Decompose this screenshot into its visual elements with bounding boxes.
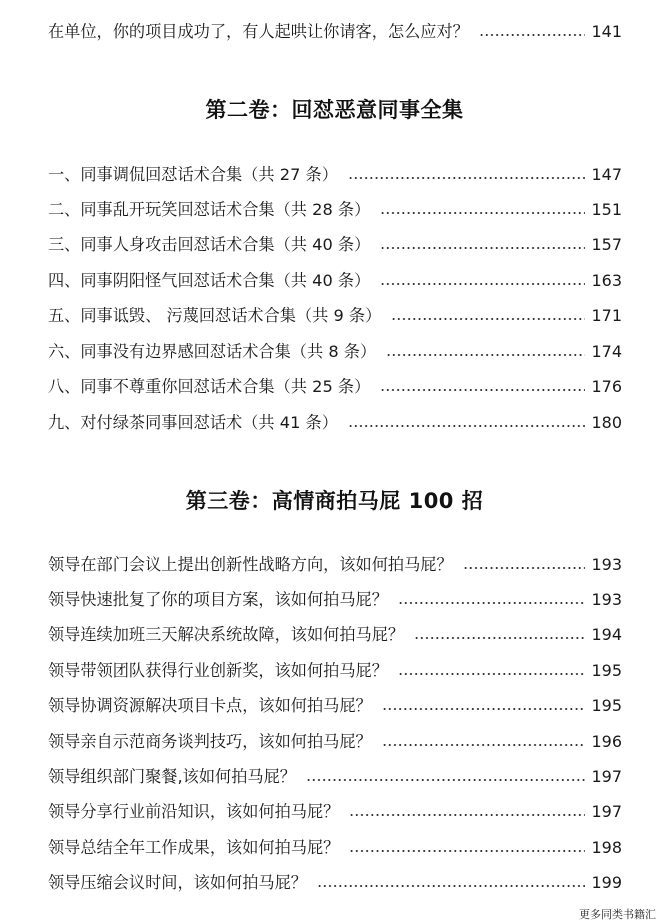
- toc-entry-title: 四、同事阴阳怪气回怼话术合集（共 40 条）: [48, 271, 371, 290]
- toc-entry[interactable]: [48, 232, 622, 258]
- toc-entry-page: 147: [591, 165, 622, 184]
- toc-entry-page: 180: [591, 413, 622, 432]
- toc-entry[interactable]: [48, 835, 622, 861]
- dot-leader: [380, 212, 585, 214]
- toc-entry-page: 151: [591, 200, 622, 219]
- dot-leader: [306, 779, 585, 781]
- toc-entry-title: 在单位，你的项目成功了，有人起哄让你请客，怎么应对？: [48, 22, 469, 41]
- dot-leader: [349, 814, 585, 816]
- toc-entry[interactable]: [48, 339, 622, 365]
- toc-entry-title: 二、同事乱开玩笑回怼话术合集（共 28 条）: [48, 200, 371, 219]
- toc-entry[interactable]: [48, 303, 622, 329]
- dot-leader: [479, 34, 586, 36]
- dot-leader: [348, 177, 586, 179]
- toc-entry[interactable]: [48, 552, 622, 578]
- dot-leader: [398, 602, 586, 604]
- toc-entry-page: 171: [591, 306, 622, 325]
- section-heading-volume2: 第二卷：回怼恶意同事全集: [205, 98, 464, 122]
- toc-entry[interactable]: [48, 19, 622, 45]
- toc-entry-title: 领导快速批复了你的项目方案，该如何拍马屁？: [48, 590, 388, 609]
- toc-entry-page: 195: [591, 696, 622, 715]
- dot-leader: [317, 885, 585, 887]
- dot-leader: [349, 850, 585, 852]
- dot-leader: [398, 673, 586, 675]
- dot-leader: [391, 318, 585, 320]
- dot-leader: [348, 425, 586, 427]
- toc-entry-title: 一、同事调侃回怼话术合集（共 27 条）: [48, 165, 338, 184]
- toc-entry-title: 领导组织部门聚餐,该如何拍马屁？: [48, 767, 296, 786]
- toc-entry-page: 199: [591, 873, 622, 892]
- toc-entry[interactable]: [48, 622, 622, 648]
- toc-entry[interactable]: [48, 587, 622, 613]
- toc-entry-page: 197: [591, 767, 622, 786]
- toc-entry-page: 198: [591, 838, 622, 857]
- toc-entry-title: 领导亲自示范商务谈判技巧，该如何拍马屁？: [48, 732, 372, 751]
- section-heading-volume3: 第三卷：高情商拍马屁 100 招: [185, 489, 484, 513]
- toc-entry-page: 195: [591, 661, 622, 680]
- toc-entry[interactable]: [48, 197, 622, 223]
- footer-note: 更多同类书籍汇: [579, 908, 656, 921]
- toc-entry-title: 八、同事不尊重你回怼话术合集（共 25 条）: [48, 377, 371, 396]
- dot-leader: [386, 354, 585, 356]
- toc-entry[interactable]: [48, 693, 622, 719]
- toc-entry-title: 领导协调资源解决项目卡点，该如何拍马屁？: [48, 696, 372, 715]
- toc-entry-page: 193: [591, 590, 622, 609]
- toc-entry-page: 176: [591, 377, 622, 396]
- toc-entry[interactable]: [48, 162, 622, 188]
- toc-entry[interactable]: [48, 410, 622, 436]
- toc-entry-title: 领导总结全年工作成果，该如何拍马屁？: [48, 838, 340, 857]
- toc-entry[interactable]: [48, 870, 622, 896]
- toc-entry-page: 163: [591, 271, 622, 290]
- toc-entry-title: 六、同事没有边界感回怼话术合集（共 8 条）: [48, 342, 377, 361]
- toc-entry[interactable]: [48, 799, 622, 825]
- toc-entry-title: 领导分享行业前沿知识，该如何拍马屁？: [48, 802, 340, 821]
- toc-entry-page: 193: [591, 555, 622, 574]
- dot-leader: [382, 744, 586, 746]
- dot-leader: [380, 247, 585, 249]
- toc-entry-title: 五、同事诋毁、 污蔑回怼话术合集（共 9 条）: [48, 306, 382, 325]
- dot-leader: [463, 567, 586, 569]
- toc-entry-page: 174: [591, 342, 622, 361]
- toc-entry-title: 三、同事人身攻击回怼话术合集（共 40 条）: [48, 235, 371, 254]
- dot-leader: [380, 389, 585, 391]
- toc-entry[interactable]: [48, 374, 622, 400]
- toc-entry[interactable]: [48, 729, 622, 755]
- dot-leader: [380, 283, 585, 285]
- dot-leader: [382, 708, 586, 710]
- toc-entry-title: 领导连续加班三天解决系统故障，该如何拍马屁？: [48, 625, 405, 644]
- toc-entry[interactable]: [48, 764, 622, 790]
- toc-entry-page: 157: [591, 235, 622, 254]
- toc-entry-title: 领导在部门会议上提出创新性战略方向，该如何拍马屁？: [48, 555, 453, 574]
- toc-entry-page: 194: [591, 625, 622, 644]
- toc-entry-page: 196: [591, 732, 622, 751]
- toc-entry-title: 领导压缩会议时间，该如何拍马屁？: [48, 873, 307, 892]
- toc-entry-page: 197: [591, 802, 622, 821]
- toc-entry-title: 九、对付绿茶同事回怼话术（共 41 条）: [48, 413, 338, 432]
- toc-entry[interactable]: [48, 268, 622, 294]
- toc-entry[interactable]: [48, 658, 622, 684]
- toc-entry-page: 141: [591, 22, 622, 41]
- toc-entry-title: 领导带领团队获得行业创新奖，该如何拍马屁？: [48, 661, 388, 680]
- dot-leader: [414, 637, 585, 639]
